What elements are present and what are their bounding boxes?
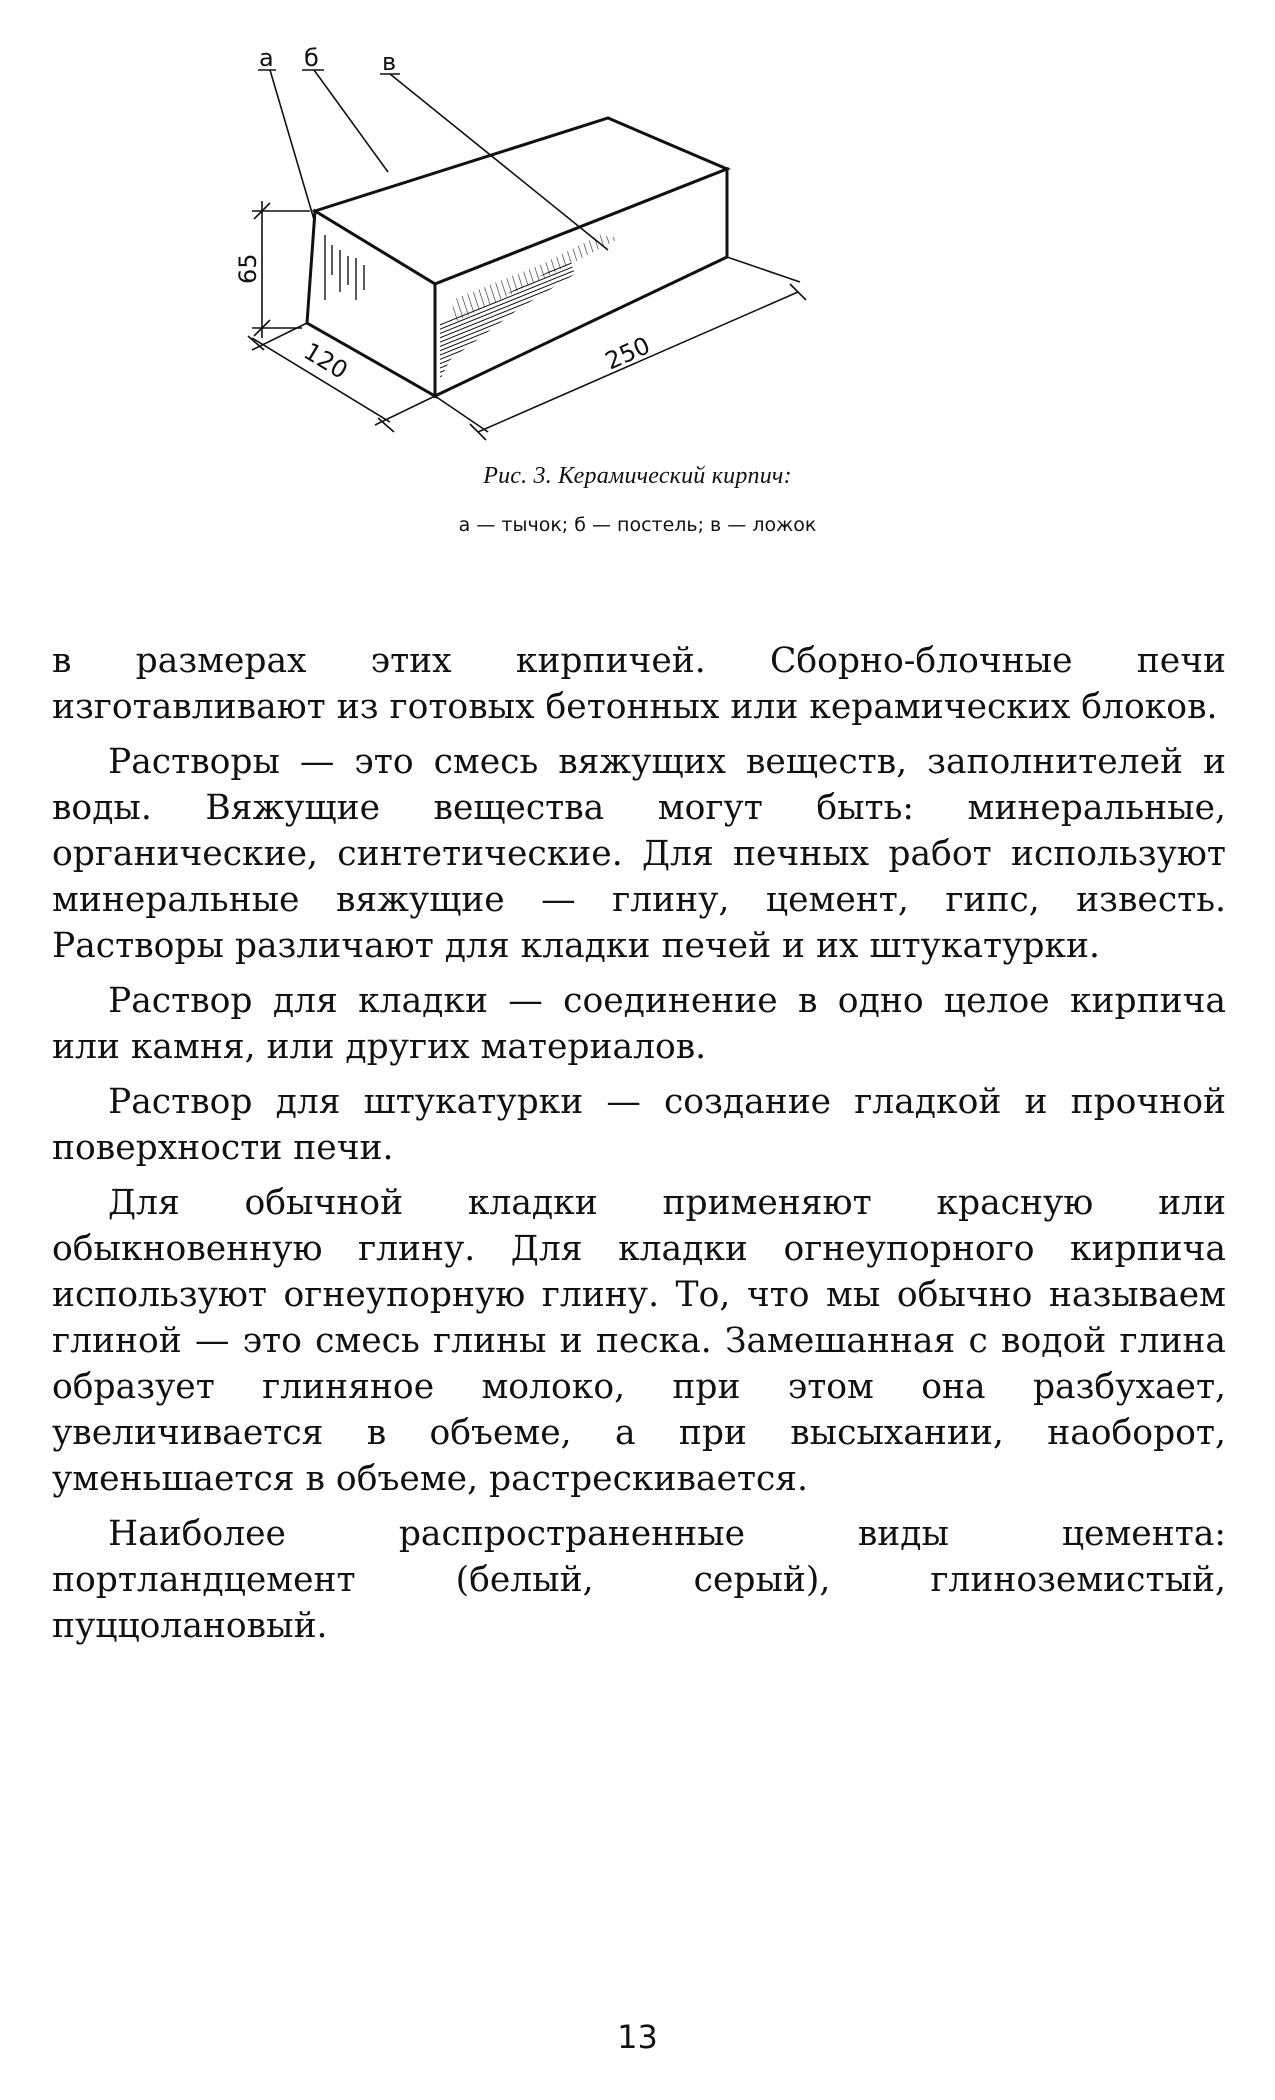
paragraph: в размерах этих кирпичей. Сборно-блочные печи изготавливают из готовых бетонных или керамических блоков. [52, 641, 1226, 727]
dimension-width-label: 120 [298, 337, 353, 385]
label-a: а [259, 44, 274, 72]
brick-figure [234, 44, 820, 460]
figure-caption-title: Рис. 3. Керамический кирпич: [483, 463, 792, 489]
brick-drawing [234, 44, 820, 460]
paragraph: Раствор для кладки — соединение в одно целое кирпича или камня, или других материалов. [52, 981, 1226, 1067]
page-number: 13 [617, 2018, 658, 2056]
body-text [52, 638, 1226, 1658]
figure-caption-legend: а — тычок; б — постель; в — ложок [458, 514, 817, 536]
paragraph: Раствор для штукатурки — создание гладкой и прочной поверхности печи. [52, 1082, 1226, 1168]
paragraph: Для обычной кладки применяют красную или обыкновенную глину. Для кладки огнеупорного кирпича используют огнеупорную глину. То, что мы обычно называем глиной — это смесь глины и песка. Замешанная с водой глина образует глиняное молоко, при этом она разбухает, увеличивается в объеме, а при высыхании, наоборот, уменьшается в объеме, растрескивается. [52, 1183, 1226, 1499]
dimension-height-label: 65 [234, 253, 262, 284]
label-b: б [304, 44, 319, 72]
dimension-length-label: 250 [601, 331, 655, 376]
paragraph: Растворы — это смесь вяжущих веществ, заполнителей и воды. Вяжущие вещества могут быть: минеральные, органические, синтетические. Для печных работ используют минеральные вяжущие — глину, цемент, гипс, известь. Растворы различают для кладки печей и их штукатурки. [52, 742, 1226, 966]
leader-b [314, 70, 388, 172]
leader-a [270, 70, 315, 223]
paragraph: Наиболее распространенные виды цемента: портландцемент (белый, серый), глиноземистый, пуццолановый. [52, 1514, 1226, 1646]
label-v: в [382, 48, 397, 76]
